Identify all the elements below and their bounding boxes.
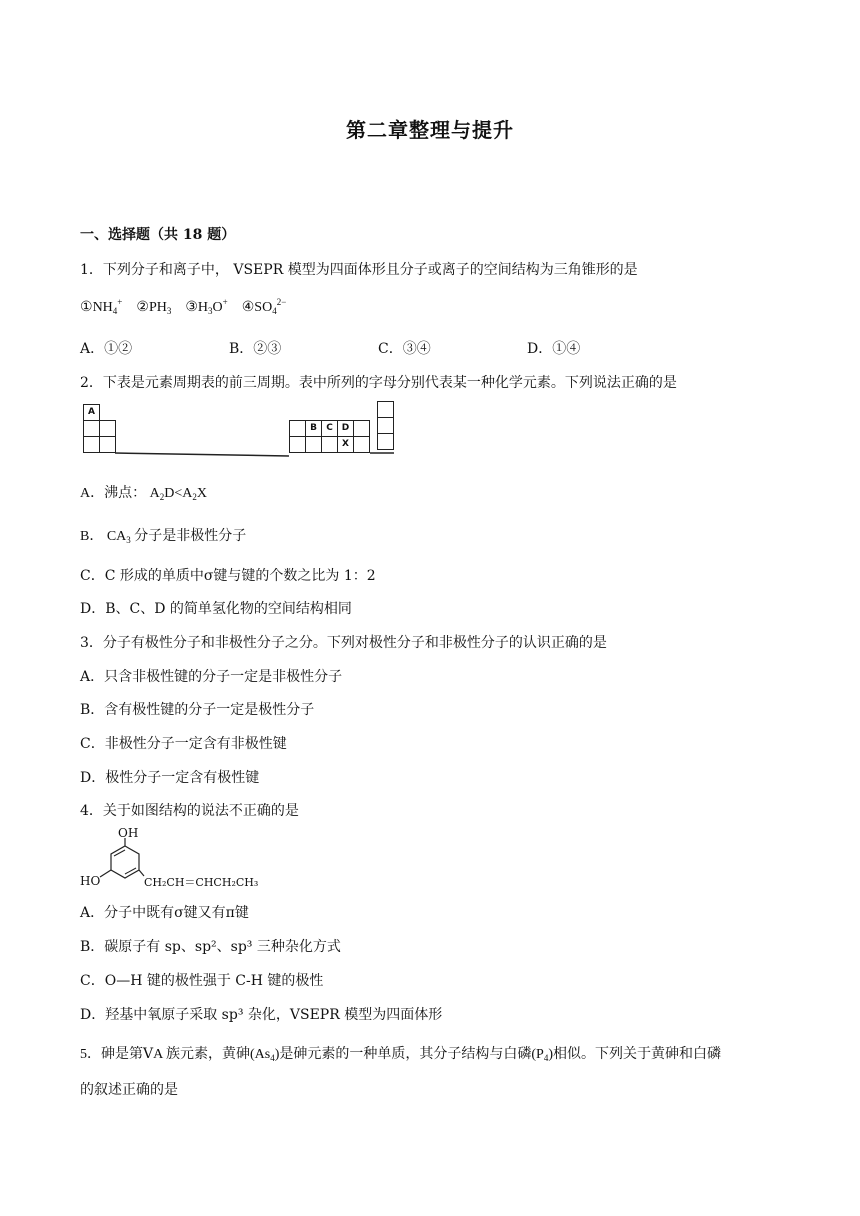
q4-stem: 4．关于如图结构的说法不正确的是: [80, 803, 299, 819]
q4-option-b: B．碳原子有 sp、sp²、sp³ 三种杂化方式: [80, 939, 341, 955]
q4-option-a: A．分子中既有σ键又有π键: [80, 905, 249, 921]
q5-line1: 5．砷是第ⅤA 族元素，黄砷$(As_4)$是砷元素的一种单质，其分子结构与白磷$(P_4)$相似。下列关于黄砷和白磷: [80, 1047, 721, 1063]
ho-label: HO: [80, 874, 101, 888]
q1-stem: 1．下列分子和离子中， VSEPR 模型为四面体形且分子或离子的空间结构为三角锥形的是: [80, 262, 638, 278]
chain-label: CH₂CH＝CHCH₂CH₃: [144, 876, 259, 889]
cell-B: B: [305, 420, 322, 437]
q4-structure-figure: [80, 828, 280, 892]
q1-items: $①NH_4^+$ $②PH_3$ $③H_3O^+$ $④SO_4^{2-}$: [80, 297, 287, 316]
q1-option-a: A．①②: [80, 341, 133, 357]
table-base-line: [80, 398, 400, 458]
q3-option-a: A．只含非极性键的分子一定是非极性分子: [80, 669, 343, 685]
page-title: 第二章整理与提升: [346, 118, 514, 142]
q4-option-d: D．羟基中氧原子采取 sp³ 杂化，VSEPR 模型为四面体形: [80, 1007, 443, 1023]
q3-option-c: C．非极性分子一定含有非极性键: [80, 736, 287, 752]
oh-label: OH: [118, 826, 139, 840]
cell-C: C: [321, 420, 338, 437]
q1-option-c: C．③④: [378, 341, 431, 357]
q1-option-d: D．①④: [527, 341, 581, 357]
cell-D: D: [337, 420, 354, 437]
q5-line2: 的叙述正确的是: [80, 1082, 178, 1098]
q3-stem: 3．分子有极性分子和非极性分子之分。下列对极性分子和非极性分子的认识正确的是: [80, 635, 607, 651]
periodic-table-figure: [80, 398, 400, 458]
cell-X: X: [337, 436, 354, 453]
q1-option-b: B．②③: [229, 341, 282, 357]
cell-A: A: [83, 404, 100, 421]
q2-option-a: A．沸点： $A_2D<A_2X$: [80, 486, 207, 502]
section-heading: 一、选择题（共 18 题）: [80, 227, 236, 243]
q2-option-c: C．C 形成的单质中σ键与键的个数之比为 1：2: [80, 568, 376, 584]
q3-option-b: B．含有极性键的分子一定是极性分子: [80, 702, 315, 718]
q2-stem: 2．下表是元素周期表的前三周期。表中所列的字母分别代表某一种化学元素。下列说法正确的是: [80, 375, 677, 391]
q2-option-d: D．B、C、D 的简单氢化物的空间结构相同: [80, 601, 352, 617]
q3-option-d: D．极性分子一定含有极性键: [80, 770, 260, 786]
q4-option-c: C．O—H 键的极性强于 C-H 键的极性: [80, 973, 324, 989]
q2-option-b: B． $CA_3$ 分子是非极性分子: [80, 529, 247, 545]
